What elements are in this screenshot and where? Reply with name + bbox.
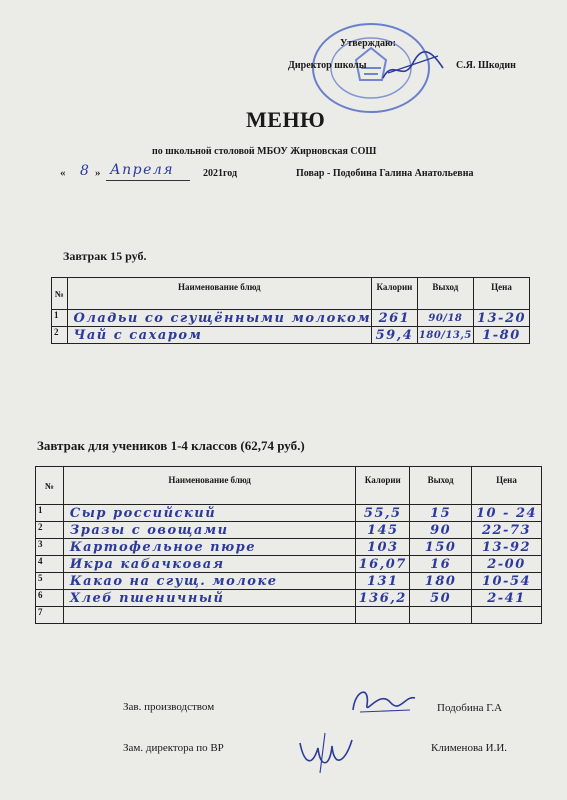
menu-title: МЕНЮ: [246, 107, 326, 132]
footer-name-deputy: Клименова И.И.: [431, 742, 508, 754]
row-dish-name: Оладьи со сгущёнными молоком: [67, 310, 372, 327]
col-header-num: №: [52, 278, 68, 310]
date-day: 8: [80, 163, 91, 179]
row-dish-name: Зразы с овощами: [63, 522, 355, 539]
table-header-row: [52, 278, 530, 310]
row-output: 180/13,5: [417, 327, 473, 344]
col-header-name: Наименование блюд: [67, 278, 372, 310]
table-row: [52, 327, 530, 344]
col-header-name: Наименование блюд: [63, 467, 355, 505]
table-row: [36, 522, 542, 539]
deputy-signature: [290, 728, 360, 778]
date-underline: [106, 180, 190, 181]
row-dish-name: Хлеб пшеничный: [63, 590, 355, 607]
row-price: 10 - 24: [472, 505, 542, 522]
col-header-price: Цена: [473, 278, 529, 310]
row-price: 13-20: [473, 310, 529, 327]
row-calories: 136,2: [356, 590, 410, 607]
col-header-price: Цена: [472, 467, 542, 505]
row-calories: 103: [356, 539, 410, 556]
row-output: [410, 607, 472, 624]
cook-line: Повар - Подобина Галина Анатольевна: [296, 168, 474, 179]
footer-role-deputy: Зам. директора по ВР: [123, 742, 224, 754]
row-num: 7: [36, 607, 64, 624]
footer-name-production: Подобина Г.А: [437, 702, 503, 714]
row-num: 2: [52, 327, 68, 344]
date-year: 2021год: [203, 168, 238, 179]
row-calories: 145: [356, 522, 410, 539]
col-header-num: №: [36, 467, 64, 505]
row-output: 150: [410, 539, 472, 556]
table-row: [52, 310, 530, 327]
date-quote-open: «: [60, 167, 66, 179]
director-signature: [378, 48, 448, 88]
table-row: [36, 607, 542, 624]
row-output: 180: [410, 573, 472, 590]
row-calories: 261: [372, 310, 418, 327]
col-header-output: Выход: [410, 467, 472, 505]
row-output: 50: [410, 590, 472, 607]
approved-label: Утверждаю:: [340, 38, 396, 49]
row-calories: [356, 607, 410, 624]
director-name: С.Я. Шкодин: [456, 60, 516, 71]
row-num: 3: [36, 539, 64, 556]
col-header-calories: Калории: [372, 278, 418, 310]
row-output: 90/18: [417, 310, 473, 327]
table-row: [36, 539, 542, 556]
section2-heading: Завтрак для учеников 1-4 классов (62,74 руб.): [37, 438, 305, 453]
row-dish-name: [63, 607, 355, 624]
production-signature: [345, 680, 420, 720]
row-num: 2: [36, 522, 64, 539]
table-header-row: [36, 467, 542, 505]
table-row: [36, 590, 542, 607]
col-header-calories: Калории: [356, 467, 410, 505]
date-quote-close: »: [95, 167, 101, 179]
row-price: 13-92: [472, 539, 542, 556]
menu-subtitle: по школьной столовой МБОУ Жирновская СОШ: [152, 146, 377, 157]
row-calories: 55,5: [356, 505, 410, 522]
section2-table: [35, 466, 542, 624]
table-row: [36, 505, 542, 522]
row-dish-name: Какао на сгущ. молоке: [63, 573, 355, 590]
director-label: Директор школы: [288, 60, 367, 71]
row-dish-name: Сыр российский: [63, 505, 355, 522]
row-calories: 16,07: [356, 556, 410, 573]
section1-table: [51, 277, 530, 344]
row-dish-name: Чай с сахаром: [67, 327, 372, 344]
row-price: [472, 607, 542, 624]
row-num: 1: [36, 505, 64, 522]
row-num: 1: [52, 310, 68, 327]
footer-role-production: Зав. производством: [123, 701, 215, 713]
row-price: 2-41: [472, 590, 542, 607]
row-output: 90: [410, 522, 472, 539]
row-calories: 131: [356, 573, 410, 590]
col-header-output: Выход: [417, 278, 473, 310]
section1-heading: Завтрак 15 руб.: [63, 249, 147, 263]
row-num: 4: [36, 556, 64, 573]
row-price: 2-00: [472, 556, 542, 573]
row-calories: 59,4: [372, 327, 418, 344]
row-output: 15: [410, 505, 472, 522]
table-row: [36, 573, 542, 590]
row-price: 1-80: [473, 327, 529, 344]
row-price: 22-73: [472, 522, 542, 539]
date-month: Апреля: [110, 162, 175, 178]
row-output: 16: [410, 556, 472, 573]
table-row: [36, 556, 542, 573]
row-dish-name: Картофельное пюре: [63, 539, 355, 556]
row-dish-name: Икра кабачковая: [63, 556, 355, 573]
row-num: 6: [36, 590, 64, 607]
row-price: 10-54: [472, 573, 542, 590]
row-num: 5: [36, 573, 64, 590]
